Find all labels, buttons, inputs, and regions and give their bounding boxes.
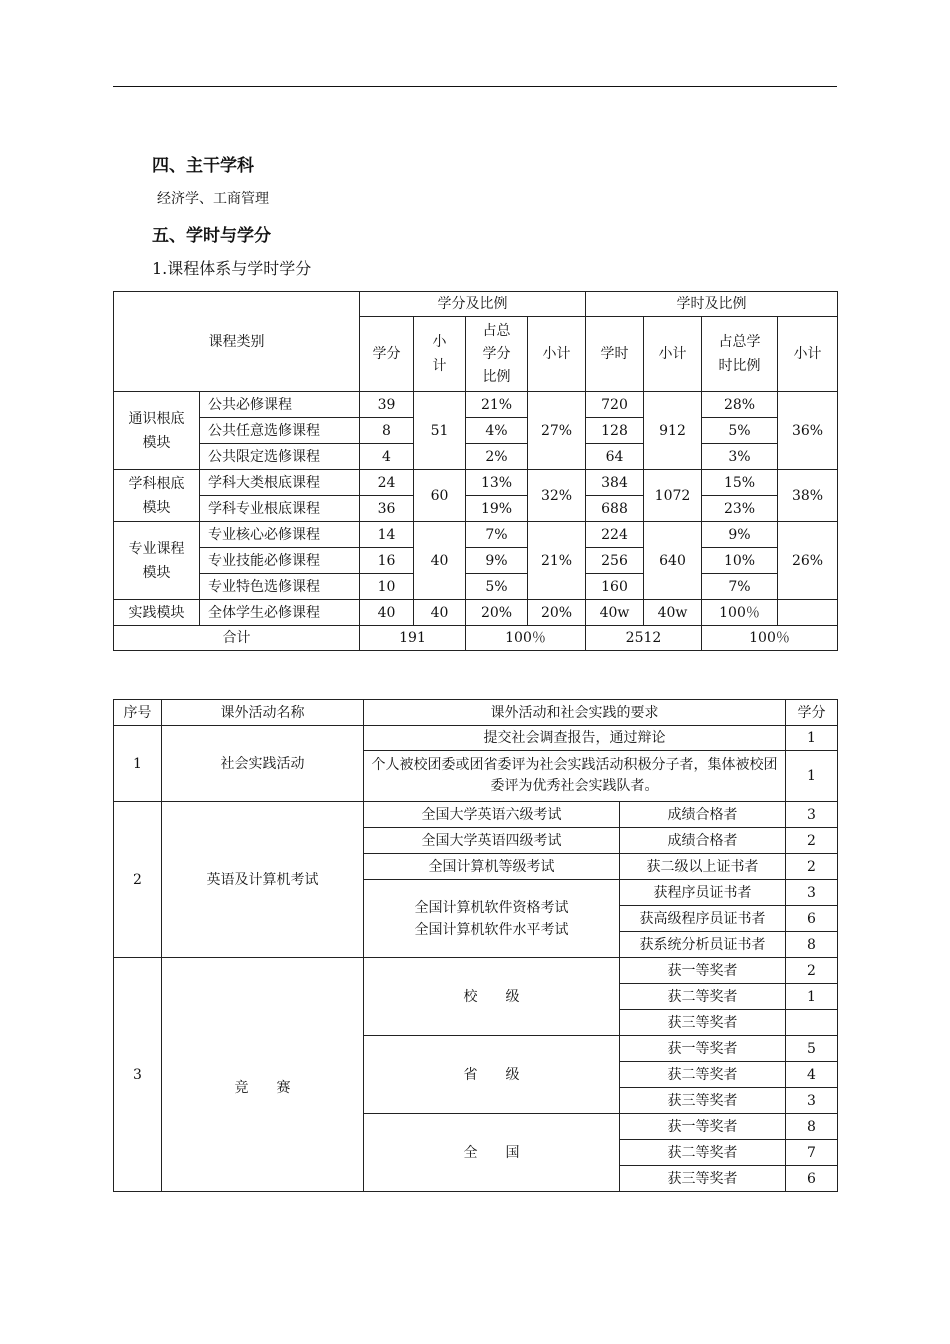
hours-value: 40w bbox=[586, 600, 644, 626]
header-credit-ratio: 占总学分比例 bbox=[466, 317, 528, 392]
hours-value: 128 bbox=[586, 418, 644, 444]
credit-value: 8 bbox=[786, 932, 838, 958]
hours-value: 224 bbox=[586, 522, 644, 548]
credit-value: 4 bbox=[786, 1062, 838, 1088]
credit-subtotal: 51 bbox=[414, 392, 466, 470]
credit-subtotal: 60 bbox=[414, 470, 466, 522]
extracurricular-table bbox=[113, 699, 838, 1192]
credit-value: 14 bbox=[360, 522, 414, 548]
header-hour-group: 学时及比例 bbox=[586, 292, 838, 317]
credit-value: 40 bbox=[360, 600, 414, 626]
credit-value: 5 bbox=[786, 1036, 838, 1062]
section-5-title: 五、学时与学分 bbox=[152, 226, 271, 246]
credit-value: 8 bbox=[786, 1114, 838, 1140]
total-credit-ratio: 100％ bbox=[466, 626, 586, 651]
header-ratio-subtotal: 小计 bbox=[528, 317, 586, 392]
hour-ratio: 5% bbox=[702, 418, 778, 444]
row-no: 1 bbox=[114, 726, 162, 802]
exam-name: 全国大学英语四级考试 bbox=[364, 828, 620, 854]
exam-requirement: 成绩合格者 bbox=[620, 802, 786, 828]
credit-value: 39 bbox=[360, 392, 414, 418]
total-hour-ratio: 100％ bbox=[702, 626, 838, 651]
activity-name: 社会实践活动 bbox=[162, 726, 364, 802]
exam-name: 全国计算机等级考试 bbox=[364, 854, 620, 880]
header-hours-subtotal: 小计 bbox=[644, 317, 702, 392]
credit-value: 7 bbox=[786, 1140, 838, 1166]
ratio-subtotal: 27% bbox=[528, 392, 586, 470]
exam-name-line: 全国计算机软件资格考试 bbox=[414, 899, 569, 916]
credit-value: 2 bbox=[786, 958, 838, 984]
course-name: 公共任意选修课程 bbox=[200, 418, 360, 444]
credit-value: 24 bbox=[360, 470, 414, 496]
hour-ratio: 28% bbox=[702, 392, 778, 418]
hour-ratio: 7% bbox=[702, 574, 778, 600]
competition-level: 省 级 bbox=[364, 1036, 620, 1114]
credit-ratio: 9% bbox=[466, 548, 528, 574]
credit-value: 6 bbox=[786, 906, 838, 932]
hour-ratio: 3% bbox=[702, 444, 778, 470]
module-practice: 实践模块 bbox=[114, 600, 200, 626]
exam-requirement: 获系统分析员证书者 bbox=[620, 932, 786, 958]
exam-name bbox=[364, 880, 620, 958]
credit-ratio: 21% bbox=[466, 392, 528, 418]
award: 获二等奖者 bbox=[620, 984, 786, 1010]
competition-level: 校 级 bbox=[364, 958, 620, 1036]
header-hours: 学时 bbox=[586, 317, 644, 392]
credit-value: 8 bbox=[360, 418, 414, 444]
credit-value: 36 bbox=[360, 496, 414, 522]
credit-value: 1 bbox=[786, 726, 838, 751]
credit-value: 3 bbox=[786, 1088, 838, 1114]
course-name: 专业技能必修课程 bbox=[200, 548, 360, 574]
credit-ratio: 2% bbox=[466, 444, 528, 470]
exam-requirement: 获高级程序员证书者 bbox=[620, 906, 786, 932]
header-no: 序号 bbox=[114, 700, 162, 726]
credit-value: 3 bbox=[786, 802, 838, 828]
ratio-subtotal: 32% bbox=[528, 470, 586, 522]
hours-value: 720 bbox=[586, 392, 644, 418]
hours-subtotal: 912 bbox=[644, 392, 702, 470]
course-name: 公共限定选修课程 bbox=[200, 444, 360, 470]
requirement: 提交社会调查报告，通过辩论 bbox=[364, 726, 786, 751]
hour-ratio: 15% bbox=[702, 470, 778, 496]
ratio-subtotal: 21% bbox=[528, 522, 586, 600]
course-name: 全体学生必修课程 bbox=[200, 600, 360, 626]
module-professional: 专业课程模块 bbox=[114, 522, 200, 600]
award: 获三等奖者 bbox=[620, 1088, 786, 1114]
total-hours: 2512 bbox=[586, 626, 702, 651]
award: 获二等奖者 bbox=[620, 1140, 786, 1166]
requirement: 个人被校团委或团省委评为社会实践活动积极分子者，集体被校团委评为优秀社会实践队者。 bbox=[364, 751, 786, 802]
course-name: 公共必修课程 bbox=[200, 392, 360, 418]
award: 获一等奖者 bbox=[620, 1114, 786, 1140]
hours-value: 688 bbox=[586, 496, 644, 522]
credit-hour-table bbox=[113, 291, 838, 651]
course-name: 学科大类根底课程 bbox=[200, 470, 360, 496]
hour-ratio: 23% bbox=[702, 496, 778, 522]
award: 获二等奖者 bbox=[620, 1062, 786, 1088]
header-credit: 学分 bbox=[360, 317, 414, 392]
credit-value: 10 bbox=[360, 574, 414, 600]
hours-subtotal: 40w bbox=[644, 600, 702, 626]
header-hour-ratio-subtotal: 小计 bbox=[778, 317, 838, 392]
row-no: 2 bbox=[114, 802, 162, 958]
hour-ratio-subtotal bbox=[778, 600, 838, 626]
exam-name-line: 全国计算机软件水平考试 bbox=[414, 921, 569, 938]
section-5-subtitle: 1.课程体系与学时学分 bbox=[152, 259, 312, 278]
award: 获一等奖者 bbox=[620, 958, 786, 984]
award: 获三等奖者 bbox=[620, 1166, 786, 1192]
exam-requirement: 获二级以上证书者 bbox=[620, 854, 786, 880]
award: 获三等奖者 bbox=[620, 1010, 786, 1036]
header-hour-ratio: 占总学时比例 bbox=[702, 317, 778, 392]
credit-value: 2 bbox=[786, 828, 838, 854]
hours-value: 160 bbox=[586, 574, 644, 600]
credit-value bbox=[786, 1010, 838, 1036]
header-rule bbox=[113, 86, 837, 87]
course-name: 学科专业根底课程 bbox=[200, 496, 360, 522]
credit-subtotal: 40 bbox=[414, 600, 466, 626]
header-requirements: 课外活动和社会实践的要求 bbox=[364, 700, 786, 726]
hour-ratio-subtotal: 38% bbox=[778, 470, 838, 522]
credit-value: 1 bbox=[786, 751, 838, 802]
hours-value: 64 bbox=[586, 444, 644, 470]
exam-name: 全国大学英语六级考试 bbox=[364, 802, 620, 828]
credit-ratio: 5% bbox=[466, 574, 528, 600]
credit-value: 1 bbox=[786, 984, 838, 1010]
exam-requirement: 成绩合格者 bbox=[620, 828, 786, 854]
module-general: 通识根底模块 bbox=[114, 392, 200, 470]
hour-ratio-subtotal: 26% bbox=[778, 522, 838, 600]
header-credit-subtotal: 小计 bbox=[414, 317, 466, 392]
activity-name: 英语及计算机考试 bbox=[162, 802, 364, 958]
credit-value: 6 bbox=[786, 1166, 838, 1192]
credit-value: 3 bbox=[786, 880, 838, 906]
activity-name: 竞 赛 bbox=[162, 958, 364, 1192]
header-activity-name: 课外活动名称 bbox=[162, 700, 364, 726]
credit-ratio: 20% bbox=[466, 600, 528, 626]
course-name: 专业核心必修课程 bbox=[200, 522, 360, 548]
award: 获一等奖者 bbox=[620, 1036, 786, 1062]
hours-subtotal: 1072 bbox=[644, 470, 702, 522]
module-discipline: 学科根底模块 bbox=[114, 470, 200, 522]
credit-subtotal: 40 bbox=[414, 522, 466, 600]
credit-value: 4 bbox=[360, 444, 414, 470]
section-4-title: 四、主干学科 bbox=[152, 156, 254, 176]
hours-subtotal: 640 bbox=[644, 522, 702, 600]
header-credit-group: 学分及比例 bbox=[360, 292, 586, 317]
section-4-body: 经济学、工商管理 bbox=[157, 191, 269, 207]
hours-value: 384 bbox=[586, 470, 644, 496]
hours-value: 256 bbox=[586, 548, 644, 574]
hour-ratio: 9% bbox=[702, 522, 778, 548]
row-no: 3 bbox=[114, 958, 162, 1192]
hour-ratio: 10% bbox=[702, 548, 778, 574]
header-category: 课程类别 bbox=[114, 292, 360, 392]
credit-value: 16 bbox=[360, 548, 414, 574]
ratio-subtotal: 20% bbox=[528, 600, 586, 626]
hour-ratio-subtotal: 36% bbox=[778, 392, 838, 470]
credit-ratio: 7% bbox=[466, 522, 528, 548]
total-label: 合计 bbox=[114, 626, 360, 651]
course-name: 专业特色选修课程 bbox=[200, 574, 360, 600]
credit-ratio: 13% bbox=[466, 470, 528, 496]
exam-requirement: 获程序员证书者 bbox=[620, 880, 786, 906]
credit-value: 2 bbox=[786, 854, 838, 880]
header-credit: 学分 bbox=[786, 700, 838, 726]
competition-level: 全 国 bbox=[364, 1114, 620, 1192]
hour-ratio: 100％ bbox=[702, 600, 778, 626]
total-credit: 191 bbox=[360, 626, 466, 651]
credit-ratio: 19% bbox=[466, 496, 528, 522]
credit-ratio: 4% bbox=[466, 418, 528, 444]
